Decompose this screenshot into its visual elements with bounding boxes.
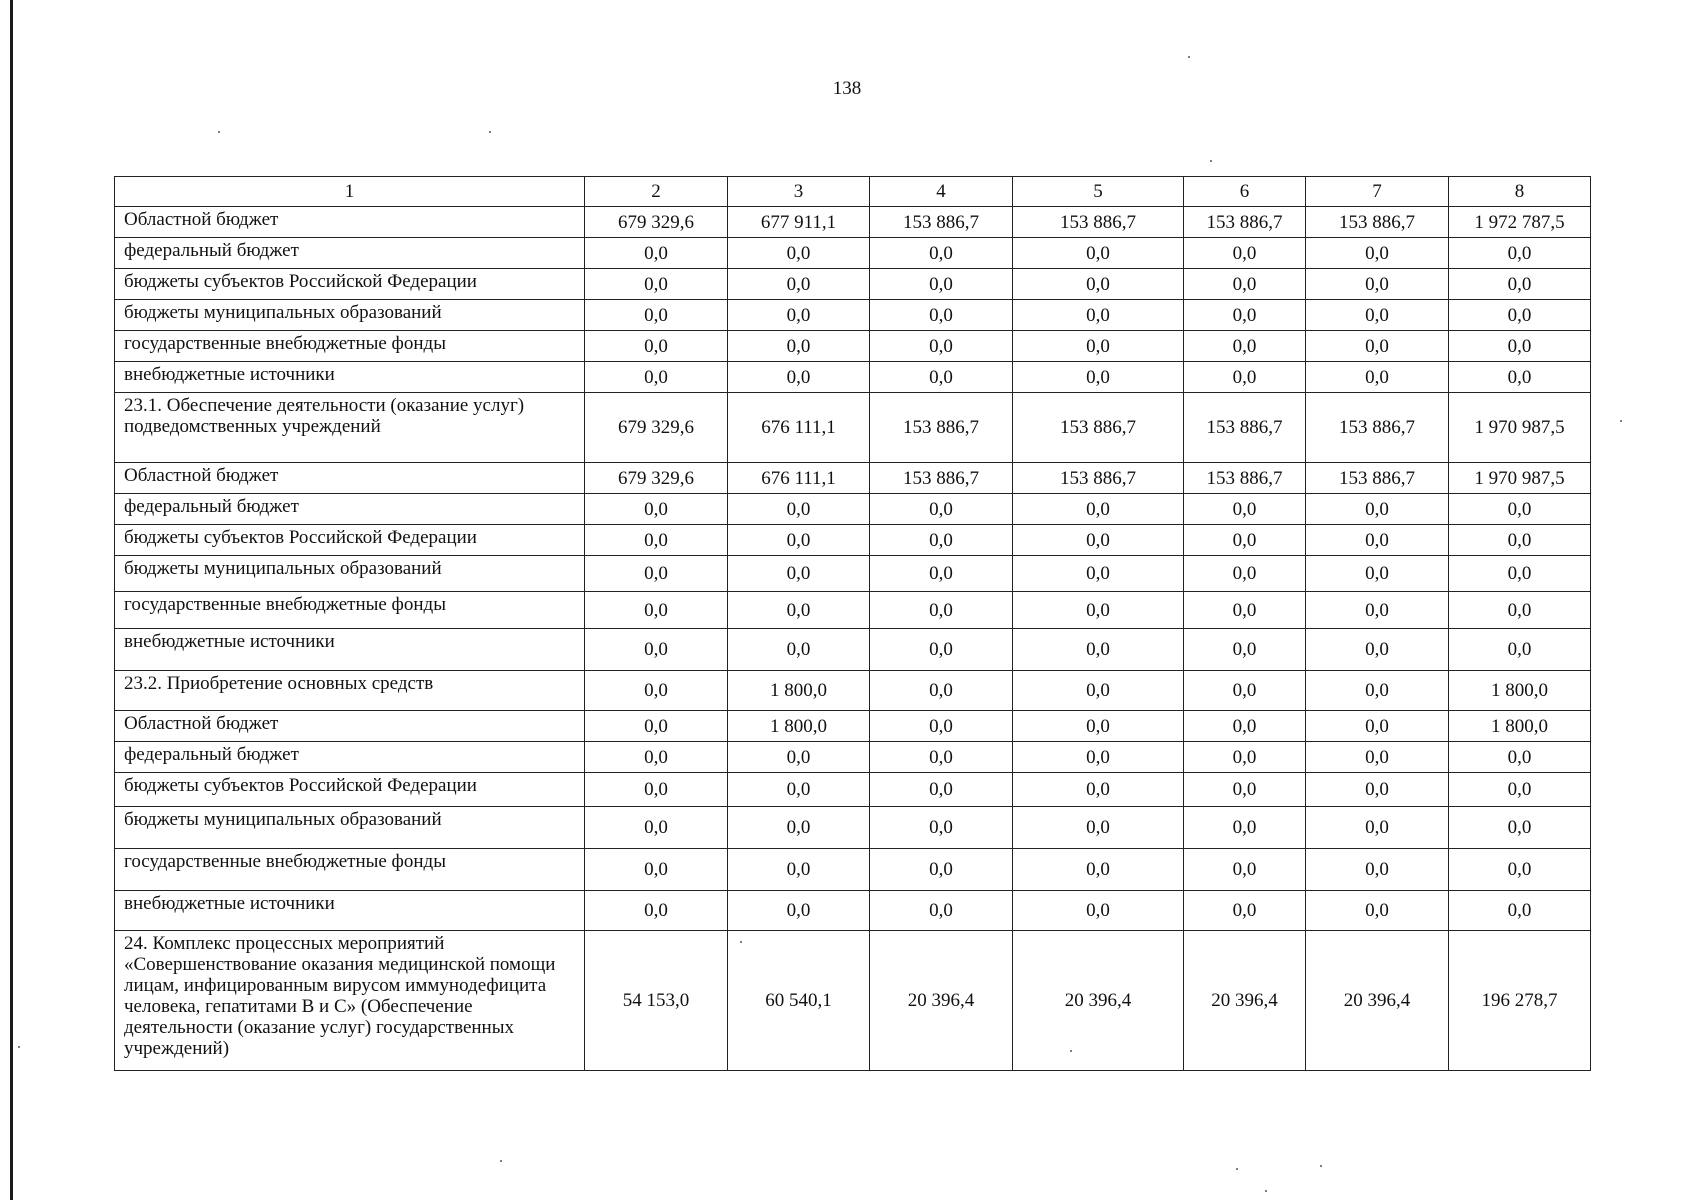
row-label: Областной бюджет [115,207,585,238]
value-cell: 0,0 [585,773,728,807]
value-cell: 153 886,7 [870,207,1013,238]
value-cell: 0,0 [1449,331,1591,362]
value-cell: 0,0 [585,556,728,592]
header-row [115,177,1591,207]
column-header: 4 [870,177,1013,207]
value-cell: 0,0 [1184,773,1306,807]
column-header: 8 [1449,177,1591,207]
value-cell: 153 886,7 [1306,463,1449,494]
value-cell: 0,0 [870,238,1013,269]
value-cell: 20 396,4 [1306,931,1449,1071]
value-cell: 0,0 [870,891,1013,931]
row-label: Областной бюджет [115,711,585,742]
value-cell: 0,0 [1013,671,1184,711]
value-cell: 0,0 [870,592,1013,629]
value-cell: 0,0 [1306,849,1449,891]
value-cell: 0,0 [870,556,1013,592]
value-cell: 0,0 [728,238,870,269]
scan-speck [18,1046,20,1048]
value-cell: 153 886,7 [1013,463,1184,494]
value-cell: 0,0 [870,525,1013,556]
value-cell: 153 886,7 [1013,393,1184,463]
value-cell: 0,0 [1013,629,1184,671]
value-cell: 679 329,6 [585,393,728,463]
value-cell: 1 972 787,5 [1449,207,1591,238]
value-cell: 0,0 [728,807,870,849]
value-cell: 1 970 987,5 [1449,463,1591,494]
row-label: внебюджетные источники [115,629,585,671]
value-cell: 0,0 [585,742,728,773]
column-header: 3 [728,177,870,207]
row-label: бюджеты муниципальных образований [115,300,585,331]
value-cell: 0,0 [1449,269,1591,300]
value-cell: 1 800,0 [728,671,870,711]
value-cell: 0,0 [585,592,728,629]
value-cell: 0,0 [870,807,1013,849]
value-cell: 676 111,1 [728,463,870,494]
scan-speck [489,131,491,133]
row-label: внебюджетные источники [115,891,585,931]
value-cell: 0,0 [870,331,1013,362]
value-cell: 0,0 [870,742,1013,773]
value-cell: 0,0 [1306,671,1449,711]
value-cell: 0,0 [1013,773,1184,807]
value-cell: 0,0 [1184,525,1306,556]
scan-speck [1236,1168,1238,1170]
value-cell: 0,0 [1306,300,1449,331]
value-cell: 0,0 [728,629,870,671]
value-cell: 0,0 [1013,300,1184,331]
value-cell: 0,0 [1306,592,1449,629]
row-label: федеральный бюджет [115,742,585,773]
scan-edge [10,0,13,1200]
value-cell: 153 886,7 [1306,393,1449,463]
value-cell: 0,0 [1449,525,1591,556]
value-cell: 0,0 [585,849,728,891]
value-cell: 0,0 [1184,807,1306,849]
value-cell: 0,0 [1449,891,1591,931]
table-row [115,849,1591,891]
value-cell: 0,0 [870,671,1013,711]
scan-speck [500,1160,502,1162]
table-row [115,393,1591,463]
value-cell: 0,0 [870,849,1013,891]
value-cell: 679 329,6 [585,207,728,238]
value-cell: 54 153,0 [585,931,728,1071]
value-cell: 0,0 [1306,556,1449,592]
value-cell: 0,0 [1306,742,1449,773]
value-cell: 0,0 [1449,238,1591,269]
value-cell: 0,0 [728,556,870,592]
value-cell: 0,0 [1449,773,1591,807]
column-header: 1 [115,177,585,207]
scan-speck [1188,56,1190,58]
value-cell: 196 278,7 [1449,931,1591,1071]
value-cell: 0,0 [585,494,728,525]
value-cell: 0,0 [728,773,870,807]
value-cell: 0,0 [585,891,728,931]
value-cell: 0,0 [728,331,870,362]
value-cell: 0,0 [728,269,870,300]
value-cell: 0,0 [870,300,1013,331]
value-cell: 20 396,4 [1013,931,1184,1071]
value-cell: 0,0 [1013,742,1184,773]
value-cell: 0,0 [585,269,728,300]
row-label: 23.1. Обеспечение деятельности (оказание услуг) подведомственных учреждений [115,393,585,463]
scan-speck [1620,420,1622,422]
row-label: внебюджетные источники [115,362,585,393]
table-row [115,742,1591,773]
value-cell: 0,0 [1449,849,1591,891]
value-cell: 0,0 [1013,269,1184,300]
value-cell: 0,0 [1013,362,1184,393]
table-row [115,671,1591,711]
value-cell: 0,0 [870,494,1013,525]
value-cell: 0,0 [1013,556,1184,592]
row-label: бюджеты субъектов Российской Федерации [115,773,585,807]
value-cell: 0,0 [1184,671,1306,711]
table-row [115,525,1591,556]
row-label: государственные внебюджетные фонды [115,331,585,362]
value-cell: 0,0 [1184,362,1306,393]
value-cell: 0,0 [1306,525,1449,556]
row-label: бюджеты субъектов Российской Федерации [115,525,585,556]
value-cell: 153 886,7 [870,393,1013,463]
value-cell: 0,0 [1449,556,1591,592]
value-cell: 0,0 [1306,807,1449,849]
value-cell: 0,0 [1306,891,1449,931]
row-label: бюджеты муниципальных образований [115,807,585,849]
value-cell: 1 800,0 [1449,671,1591,711]
value-cell: 0,0 [1013,849,1184,891]
value-cell: 0,0 [728,891,870,931]
value-cell: 677 911,1 [728,207,870,238]
table-row [115,463,1591,494]
row-label: бюджеты субъектов Российской Федерации [115,269,585,300]
value-cell: 0,0 [728,525,870,556]
budget-table [114,176,1591,1071]
value-cell: 153 886,7 [870,463,1013,494]
value-cell: 0,0 [728,362,870,393]
value-cell: 20 396,4 [870,931,1013,1071]
value-cell: 0,0 [585,238,728,269]
value-cell: 0,0 [1306,238,1449,269]
value-cell: 679 329,6 [585,463,728,494]
value-cell: 0,0 [1184,494,1306,525]
value-cell: 0,0 [870,269,1013,300]
row-label: федеральный бюджет [115,494,585,525]
value-cell: 0,0 [585,629,728,671]
table-row [115,629,1591,671]
value-cell: 0,0 [1013,592,1184,629]
value-cell: 0,0 [870,629,1013,671]
scan-speck [740,941,742,943]
column-header: 5 [1013,177,1184,207]
value-cell: 0,0 [1184,849,1306,891]
value-cell: 0,0 [1306,711,1449,742]
value-cell: 153 886,7 [1013,207,1184,238]
value-cell: 0,0 [1306,331,1449,362]
row-label: государственные внебюджетные фонды [115,592,585,629]
table-row [115,556,1591,592]
table-row [115,891,1591,931]
value-cell: 153 886,7 [1306,207,1449,238]
value-cell: 0,0 [1184,742,1306,773]
value-cell: 0,0 [1449,300,1591,331]
value-cell: 0,0 [1184,629,1306,671]
row-label: Областной бюджет [115,463,585,494]
value-cell: 0,0 [1184,556,1306,592]
value-cell: 0,0 [1184,711,1306,742]
value-cell: 0,0 [728,300,870,331]
value-cell: 0,0 [1449,629,1591,671]
value-cell: 1 970 987,5 [1449,393,1591,463]
value-cell: 0,0 [1449,362,1591,393]
value-cell: 0,0 [870,773,1013,807]
table-row [115,773,1591,807]
table-row [115,807,1591,849]
value-cell: 0,0 [1306,362,1449,393]
value-cell: 0,0 [585,331,728,362]
row-label: 23.2. Приобретение основных средств [115,671,585,711]
value-cell: 0,0 [585,525,728,556]
value-cell: 0,0 [585,671,728,711]
table-row [115,931,1591,1071]
column-header: 7 [1306,177,1449,207]
value-cell: 0,0 [1306,773,1449,807]
table-row [115,331,1591,362]
value-cell: 1 800,0 [1449,711,1591,742]
value-cell: 153 886,7 [1184,207,1306,238]
value-cell: 0,0 [585,807,728,849]
table-row [115,592,1591,629]
value-cell: 0,0 [585,362,728,393]
value-cell: 153 886,7 [1184,463,1306,494]
value-cell: 0,0 [1449,807,1591,849]
column-header: 2 [585,177,728,207]
value-cell: 0,0 [728,849,870,891]
value-cell: 153 886,7 [1184,393,1306,463]
value-cell: 0,0 [870,362,1013,393]
value-cell: 0,0 [728,494,870,525]
scan-speck [1070,1050,1072,1052]
value-cell: 0,0 [1184,269,1306,300]
scan-speck [218,131,220,133]
table-row [115,494,1591,525]
scan-speck [1210,160,1212,162]
value-cell: 0,0 [1449,742,1591,773]
value-cell: 0,0 [1184,891,1306,931]
value-cell: 0,0 [1013,494,1184,525]
value-cell: 0,0 [728,742,870,773]
value-cell: 0,0 [1184,592,1306,629]
page-number: 138 [832,78,862,99]
scan-speck [1265,1190,1267,1192]
value-cell: 0,0 [1013,238,1184,269]
value-cell: 0,0 [585,711,728,742]
table-row [115,207,1591,238]
scan-speck [1320,1165,1322,1167]
value-cell: 1 800,0 [728,711,870,742]
value-cell: 0,0 [585,300,728,331]
value-cell: 0,0 [1013,711,1184,742]
value-cell: 0,0 [1184,238,1306,269]
table-row [115,362,1591,393]
row-label: бюджеты муниципальных образований [115,556,585,592]
value-cell: 0,0 [1013,525,1184,556]
value-cell: 0,0 [870,711,1013,742]
table-row [115,238,1591,269]
table-row [115,711,1591,742]
value-cell: 676 111,1 [728,393,870,463]
row-label: государственные внебюджетные фонды [115,849,585,891]
value-cell: 0,0 [1013,891,1184,931]
value-cell: 0,0 [728,592,870,629]
column-header: 6 [1184,177,1306,207]
table-row [115,269,1591,300]
value-cell: 0,0 [1184,300,1306,331]
value-cell: 0,0 [1449,494,1591,525]
value-cell: 0,0 [1013,331,1184,362]
value-cell: 0,0 [1013,807,1184,849]
value-cell: 0,0 [1184,331,1306,362]
value-cell: 20 396,4 [1184,931,1306,1071]
value-cell: 0,0 [1306,629,1449,671]
value-cell: 0,0 [1306,269,1449,300]
value-cell: 60 540,1 [728,931,870,1071]
value-cell: 0,0 [1306,494,1449,525]
row-label: федеральный бюджет [115,238,585,269]
table-row [115,300,1591,331]
row-label: 24. Комплекс процессных мероприятий «Совершенствование оказания медицинской помощи лицам, инфицированным вирусом иммунодефицита человека, гепатитами В и С» (Обеспечение деятельности (оказание услуг) государственных учреждений) [115,931,585,1071]
value-cell: 0,0 [1449,592,1591,629]
